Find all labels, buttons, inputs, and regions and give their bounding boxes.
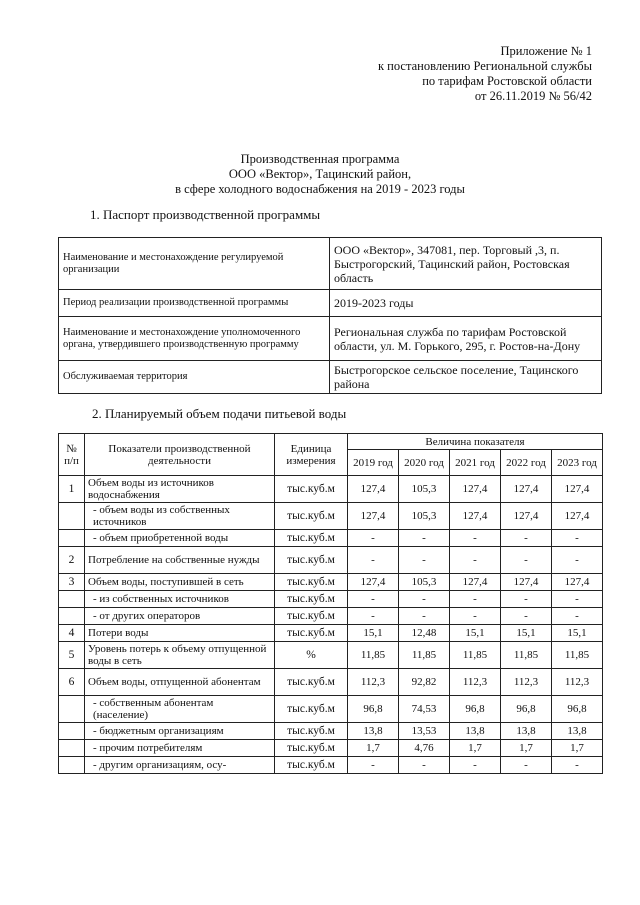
- row-indicator: - от других операторов: [85, 608, 275, 625]
- row-value: -: [501, 591, 552, 608]
- row-unit: %: [275, 642, 348, 669]
- row-value: -: [399, 547, 450, 574]
- header-indicator: Показатели производственной деятельности: [85, 434, 275, 476]
- row-value: 11,85: [348, 642, 399, 669]
- header-year: 2021 год: [450, 450, 501, 476]
- row-value: -: [450, 530, 501, 547]
- row-value: 127,4: [348, 574, 399, 591]
- table-row: [59, 642, 603, 669]
- row-value: 13,8: [450, 723, 501, 740]
- row-num: 4: [59, 625, 85, 642]
- passport-value: ООО «Вектор», 347081, пер. Торговый ,3, п. Быстрогорский, Тацинский район, Ростовская область: [330, 238, 602, 290]
- row-value: -: [348, 591, 399, 608]
- row-num: 2: [59, 547, 85, 574]
- table-row: [59, 503, 603, 530]
- header-unit: Единица измерения: [275, 434, 348, 476]
- row-value: -: [501, 757, 552, 774]
- table-row: [59, 669, 603, 696]
- row-value: 15,1: [501, 625, 552, 642]
- row-num: 3: [59, 574, 85, 591]
- row-value: -: [399, 757, 450, 774]
- row-indicator: - объем приобретенной воды: [85, 530, 275, 547]
- row-value: 4,76: [399, 740, 450, 757]
- row-num: 5: [59, 642, 85, 669]
- table-row: [59, 530, 603, 547]
- row-value: 13,8: [552, 723, 603, 740]
- section-1-heading: 1. Паспорт производственной программы: [90, 207, 321, 222]
- row-unit: тыс.куб.м: [275, 530, 348, 547]
- row-value: 15,1: [348, 625, 399, 642]
- row-value: -: [552, 757, 603, 774]
- row-value: -: [399, 530, 450, 547]
- row-value: 74,53: [399, 696, 450, 723]
- row-unit: тыс.куб.м: [275, 723, 348, 740]
- row-num: 1: [59, 476, 85, 503]
- row-value: -: [501, 547, 552, 574]
- row-unit: тыс.куб.м: [275, 476, 348, 503]
- appendix-line-3: по тарифам Ростовской области: [422, 74, 592, 88]
- appendix-line-1: Приложение № 1: [500, 44, 592, 58]
- row-value: -: [450, 757, 501, 774]
- row-unit: тыс.куб.м: [275, 625, 348, 642]
- passport-value: Региональная служба по тарифам Ростовской области, ул. М. Горького, 295, г. Ростов-на-Дону: [330, 317, 602, 361]
- row-num: [59, 530, 85, 547]
- table-row: [59, 740, 603, 757]
- row-num: [59, 608, 85, 625]
- header-year: 2020 год: [399, 450, 450, 476]
- row-num: [59, 591, 85, 608]
- row-value: 1,7: [501, 740, 552, 757]
- row-indicator: Потребление на собственные нужды: [85, 547, 275, 574]
- passport-label: Наименование и местонахождение уполномоченного органа, утвердившего производственную программу: [59, 317, 330, 361]
- row-value: -: [450, 591, 501, 608]
- row-value: 11,85: [501, 642, 552, 669]
- row-value: 112,3: [552, 669, 603, 696]
- row-value: 1,7: [450, 740, 501, 757]
- row-value: -: [501, 530, 552, 547]
- row-value: 127,4: [501, 503, 552, 530]
- passport-row: [59, 361, 602, 394]
- row-value: -: [348, 757, 399, 774]
- row-indicator: Потери воды: [85, 625, 275, 642]
- passport-value: 2019-2023 годы: [330, 290, 602, 317]
- header-year: 2023 год: [552, 450, 603, 476]
- row-value: 112,3: [348, 669, 399, 696]
- row-value: 12,48: [399, 625, 450, 642]
- row-unit: тыс.куб.м: [275, 757, 348, 774]
- row-unit: тыс.куб.м: [275, 608, 348, 625]
- row-value: 127,4: [501, 476, 552, 503]
- passport-value: Быстрогорское сельское поселение, Тацинского района: [330, 361, 602, 394]
- table-row: [59, 723, 603, 740]
- row-value: 127,4: [552, 574, 603, 591]
- row-indicator: Уровень потерь к объему отпущенной воды в сеть: [85, 642, 275, 669]
- row-value: 1,7: [552, 740, 603, 757]
- row-num: [59, 723, 85, 740]
- passport-label: Обслуживаемая территория: [59, 361, 330, 394]
- row-indicator: Объем воды из источников водоснабжения: [85, 476, 275, 503]
- passport-table: [58, 237, 602, 394]
- row-value: 105,3: [399, 476, 450, 503]
- row-unit: тыс.куб.м: [275, 696, 348, 723]
- row-value: -: [552, 547, 603, 574]
- row-indicator: - собственным абонентам (население): [85, 696, 275, 723]
- row-value: 127,4: [501, 574, 552, 591]
- row-value: 127,4: [450, 503, 501, 530]
- row-unit: тыс.куб.м: [275, 574, 348, 591]
- row-unit: тыс.куб.м: [275, 740, 348, 757]
- water-volume-table: [58, 433, 603, 774]
- row-num: 6: [59, 669, 85, 696]
- row-value: 127,4: [450, 476, 501, 503]
- row-indicator: - из собственных источников: [85, 591, 275, 608]
- row-value: 13,8: [501, 723, 552, 740]
- row-num: [59, 696, 85, 723]
- passport-label: Период реализации производственной программы: [59, 290, 330, 317]
- table-row: [59, 476, 603, 503]
- row-num: [59, 757, 85, 774]
- header-year: 2022 год: [501, 450, 552, 476]
- row-indicator: - другим организациям, осу-: [85, 757, 275, 774]
- row-value: 105,3: [399, 503, 450, 530]
- appendix-line-2: к постановлению Региональной службы: [377, 59, 592, 73]
- table-row: [59, 547, 603, 574]
- row-value: 11,85: [399, 642, 450, 669]
- row-indicator: Объем воды, отпущенной абонентам: [85, 669, 275, 696]
- passport-label: Наименование и местонахождение регулируемой организации: [59, 238, 330, 290]
- row-value: -: [348, 547, 399, 574]
- row-value: -: [501, 608, 552, 625]
- row-value: -: [450, 608, 501, 625]
- table-row: [59, 757, 603, 774]
- row-value: 11,85: [552, 642, 603, 669]
- row-indicator: - объем воды из собственных источников: [85, 503, 275, 530]
- passport-row: [59, 317, 602, 361]
- row-indicator: - прочим потребителям: [85, 740, 275, 757]
- row-value: -: [552, 608, 603, 625]
- row-value: 127,4: [552, 476, 603, 503]
- row-indicator: - бюджетным организациям: [85, 723, 275, 740]
- title-line-2: ООО «Вектор», Тацинский район,: [228, 167, 412, 181]
- row-unit: тыс.куб.м: [275, 669, 348, 696]
- row-value: 11,85: [450, 642, 501, 669]
- table-row: [59, 591, 603, 608]
- row-value: -: [552, 591, 603, 608]
- row-value: 96,8: [348, 696, 399, 723]
- row-value: 15,1: [450, 625, 501, 642]
- title-line-3: в сфере холодного водоснабжения на 2019 - 2023 годы: [175, 182, 465, 196]
- row-value: 105,3: [399, 574, 450, 591]
- row-value: 112,3: [501, 669, 552, 696]
- row-value: -: [399, 608, 450, 625]
- row-unit: тыс.куб.м: [275, 503, 348, 530]
- row-value: 127,4: [450, 574, 501, 591]
- row-value: 127,4: [552, 503, 603, 530]
- header-num: № п/п: [59, 434, 85, 476]
- passport-row: [59, 238, 602, 290]
- row-num: [59, 503, 85, 530]
- row-value: 13,53: [399, 723, 450, 740]
- section-2-heading: 2. Планируемый объем подачи питьевой воды: [92, 406, 347, 421]
- table-row: [59, 574, 603, 591]
- water-volume-body: [59, 476, 603, 774]
- row-value: 127,4: [348, 503, 399, 530]
- table-row: [59, 625, 603, 642]
- row-value: 1,7: [348, 740, 399, 757]
- row-unit: тыс.куб.м: [275, 591, 348, 608]
- row-value: 15,1: [552, 625, 603, 642]
- row-value: -: [348, 608, 399, 625]
- title-line-1: Производственная программа: [240, 152, 400, 166]
- table-row: [59, 608, 603, 625]
- table-row: [59, 696, 603, 723]
- row-value: -: [348, 530, 399, 547]
- appendix-header: [378, 44, 592, 104]
- row-value: 127,4: [348, 476, 399, 503]
- row-value: 92,82: [399, 669, 450, 696]
- row-value: 96,8: [501, 696, 552, 723]
- appendix-line-4: от 26.11.2019 № 56/42: [474, 89, 592, 103]
- row-value: 96,8: [552, 696, 603, 723]
- row-value: 112,3: [450, 669, 501, 696]
- row-value: 96,8: [450, 696, 501, 723]
- passport-row: [59, 290, 602, 317]
- row-value: 13,8: [348, 723, 399, 740]
- row-value: -: [450, 547, 501, 574]
- row-unit: тыс.куб.м: [275, 547, 348, 574]
- row-value: -: [399, 591, 450, 608]
- document-title: [0, 152, 640, 197]
- row-num: [59, 740, 85, 757]
- row-indicator: Объем воды, поступившей в сеть: [85, 574, 275, 591]
- row-value: -: [552, 530, 603, 547]
- header-year: 2019 год: [348, 450, 399, 476]
- header-value-group: Величина показателя: [348, 434, 603, 450]
